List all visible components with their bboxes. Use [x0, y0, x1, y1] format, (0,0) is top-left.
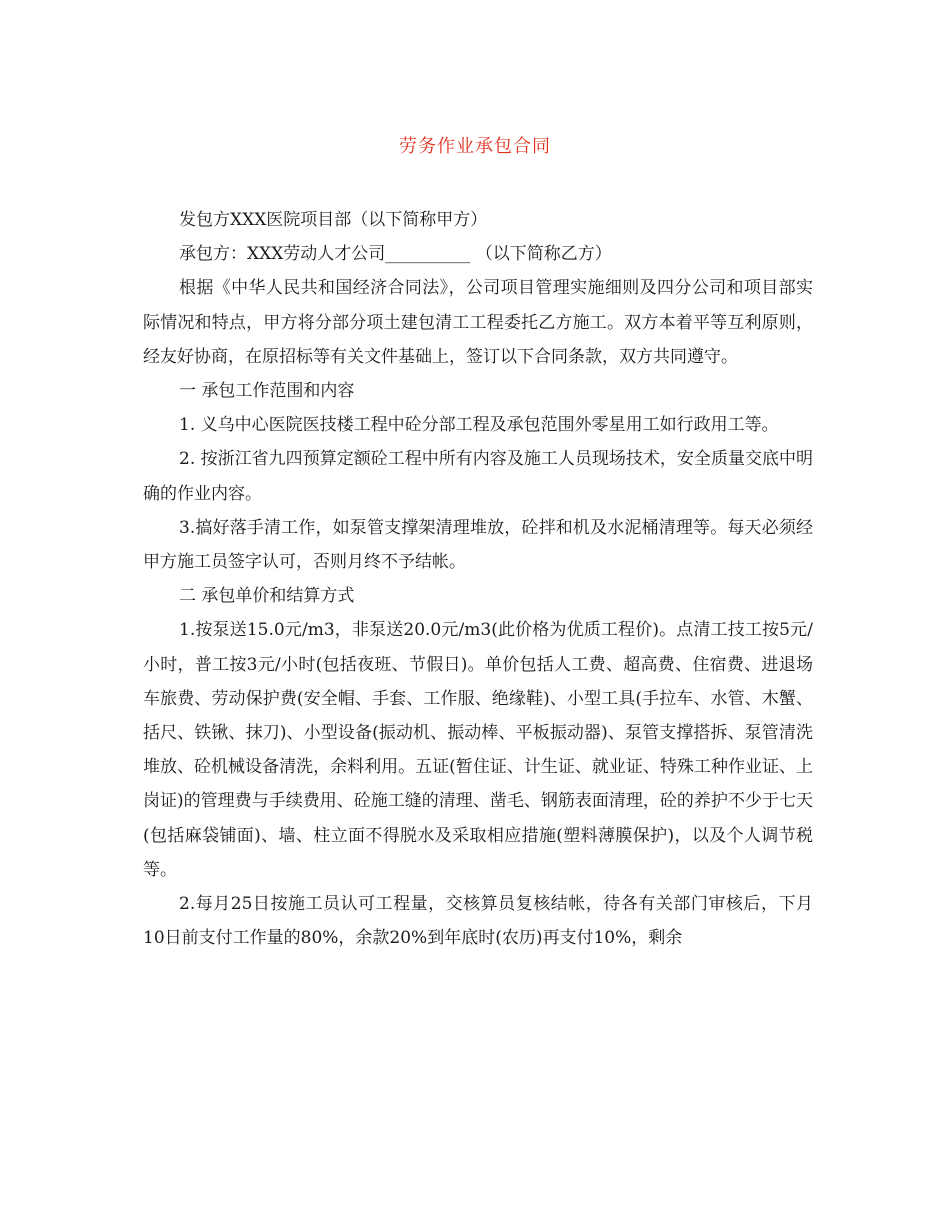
paragraph-subcontractor: 承包方：XXX劳动人才公司__________ （以下简称乙方） [179, 244, 612, 265]
document-body [143, 203, 813, 955]
paragraph-pricing-item-2: 2.每月25日按施工员认可工程量，交核算员复核结帐，待各有关部门审核后，下月10日前支付工作量的80%，余款20%到年底时(农历)再支付10%，剩余 [143, 894, 813, 949]
paragraph-preamble: 根据《中华人民共和国经济合同法》，公司项目管理实施细则及四分公司和项目部实际情况和特点，甲方将分部分项土建包清工工程委托乙方施工。双方本着平等互利原则，经友好协商，在原招标等有关文件基础上，签订以下合同条款，双方共同遵守。 [143, 278, 813, 367]
document-title: 劳务作业承包合同 [399, 136, 551, 157]
section-heading-pricing: 二 承包单价和结算方式 [179, 586, 355, 607]
paragraph-scope-item-3: 3.搞好落手清工作，如泵管支撑架清理堆放，砼拌和机及水泥桶清理等。每天必须经甲方施工员签字认可，否则月终不予结帐。 [143, 517, 813, 573]
paragraph-contractor: 发包方XXX医院项目部（以下简称甲方） [179, 210, 488, 230]
paragraph-pricing-item-1: 1.按泵送15.0元/m3，非泵送20.0元/m3(此价格为优质工程价)。点清工技工按5元/小时，普工按3元/小时(包括夜班、节假日)。单价包括人工费、超高费、住宿费、进退场车旅费、劳动保护费(安全帽、手套、工作服、绝缘鞋)、小型工具(手拉车、水管、木蟹、括尺、铁锹、抹刀)、小型设备(振动机、振动棒、平板振动器)、泵管支撑搭拆、泵管清洗堆放、砼机械设备清洗，余料利用。五证(暂住证、计生证、就业证、特殊工种作业证、上岗证)的管理费与手续费用、砼施工缝的清理、凿毛、钢筋表面清理，砼的养护不少于七天(包括麻袋铺面)、墙、柱立面不得脱水及采取相应措施(塑料薄膜保护)，以及个人调节税等。 [143, 620, 813, 880]
paragraph-scope-item-1: 1. 义乌中心医院医技楼工程中砼分部工程及承包范围外零星用工如行政用工等。 [179, 415, 779, 436]
section-heading-scope: 一 承包工作范围和内容 [179, 381, 355, 402]
paragraph-scope-item-2: 2. 按浙江省九四预算定额砼工程中所有内容及施工人员现场技术，安全质量交底中明确的作业内容。 [143, 449, 813, 504]
